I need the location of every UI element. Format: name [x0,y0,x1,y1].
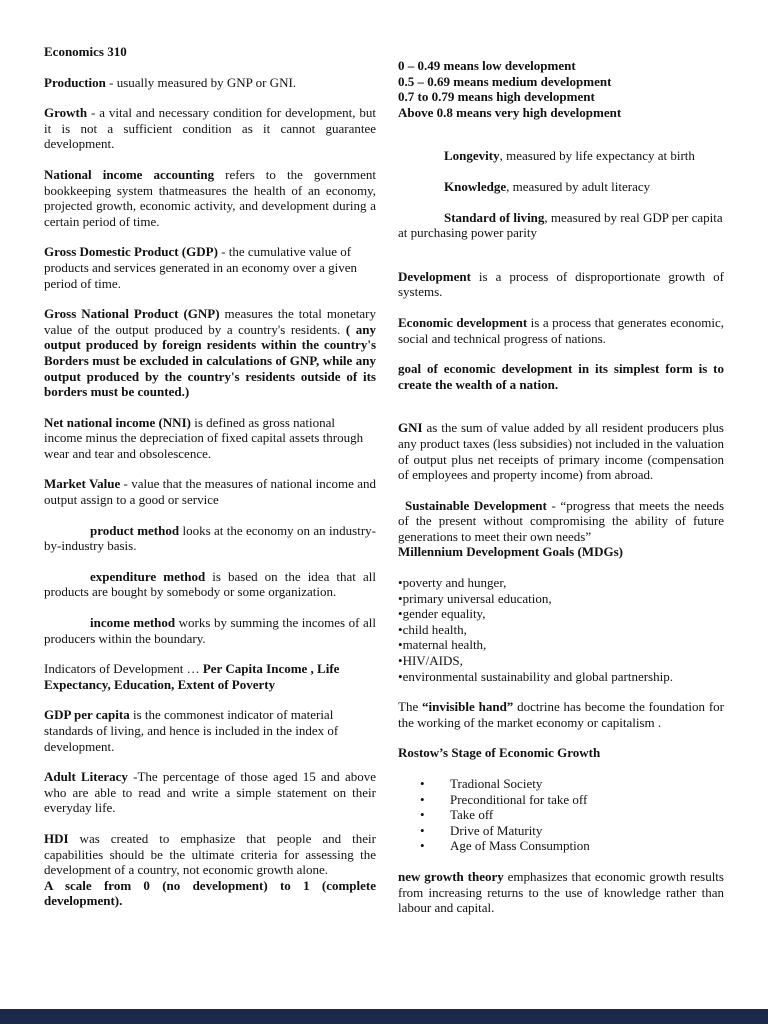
para-adult-literacy: Adult Literacy -The percentage of those aged 15 and above who are able to read and write a simple statement on their everyday life. [44,769,376,816]
para-new-growth-theory: new growth theory emphasizes that economic growth results from increasing returns to the use of knowledge rather than labour and capital. [398,868,724,916]
para-nni: Net national income (NNI) is defined as gross national income minus the depreciation of fixed capital assets through wear and tear and obsolescence. [44,414,364,461]
mdg-bullet-education: • primary universal education, [398,591,724,607]
para-gdp: Gross Domestic Product (GDP) - the cumulative value of products and services generated in an economy over a given period of time. [44,244,357,291]
rostow-item-preconditional: • Preconditional for take off [398,792,724,808]
para-market-value: Market Value - value that the measures of national income and output assign to a good or service [44,476,376,508]
rostow-item-take-off: • Take off [398,807,724,823]
para-invisible-hand: The “invisible hand” doctrine has become the foundation for the working of the market economy or capitalism . [398,699,724,730]
para-hdi: HDI was created to emphasize that people and their capabilities should be the ultimate criteria for assessing the development of a country, not economic growth alone. [44,830,376,878]
hdi-range-very-high: Above 0.8 means very high development [398,104,622,120]
para-product-method: product method looks at the economy on an industry-by-industry basis. [44,522,376,554]
para-income-method: income method works by summing the incomes of all producers within the boundary. [44,615,376,646]
para-knowledge: Knowledge, measured by adult literacy [444,178,651,194]
para-gdp-per-capita: GDP per capita is the commonest indicator of material standards of living, and hence is included in the index of development. [44,707,339,754]
para-hdi-scale: A scale from 0 (no development) to 1 (complete development). [44,877,376,909]
mdg-bullet-child-health: • child health, [398,622,724,638]
para-gnp: Gross National Product (GNP) measures the total monetary value of the output produced by a country's residents. ( any output produced by foreign residents within the country's Borders must be excluded in calculations of GNP, while any output produced by the country's residents outside of its borders must be counted.) [44,306,376,400]
para-standard-of-living: Standard of living, measured by real GDP per capita at purchasing power parity [398,209,723,241]
para-goal: goal of economic development in its simplest form is to create the wealth of a nation. [398,361,724,392]
left-column [44,44,376,924]
footer-bar [0,1009,768,1024]
para-gni: GNI as the sum of value added by all resident producers plus any product taxes (less subsidies) not included in the valuation of output plus net receipts of primary income (compensation of employees and property income) from abroad. [398,420,725,483]
mdg-bullet-hiv-aids: • HIV/AIDS, [398,653,724,669]
right-column [398,58,724,931]
para-national-income-accounting: National income accounting refers to the government bookkeeping system thatmeasures the health of an economy, projected growth, economic activity, and development during a certain period of time. [44,166,376,229]
hdi-range-low: 0 – 0.49 means low development [398,58,576,73]
para-expenditure-method: expenditure method is based on the idea that all products are bought by somebody or some organization. [44,568,376,600]
para-development: Development is a process of disproportionate growth of systems. [398,268,724,300]
heading-rostow: Rostow’s Stage of Economic Growth [398,745,601,761]
rostow-item-drive-maturity: • Drive of Maturity [398,823,724,839]
para-indicators: Indicators of Development … Per Capita Income , Life Expectancy, Education, Extent of Poverty [44,661,340,692]
para-longevity: Longevity, measured by life expectancy at birth [444,148,695,164]
hdi-range-medium: 0.5 – 0.69 means medium development [398,73,612,89]
para-production: Production - usually measured by GNP or GNI. [44,74,297,90]
para-economic-development: Economic development is a process that generates economic, social and technical progress of nations. [398,314,724,346]
para-growth: Growth - a vital and necessary condition for development, but it is not a sufficient condition as it cannot guarantee development. [44,105,376,152]
para-sustainable-development: Sustainable Development - “progress that meets the needs of the present without compromising the ability of future generations to meet their own needs” [398,497,724,544]
rostow-item-mass-consumption: • Age of Mass Consumption [398,838,724,854]
hdi-range-high: 0.7 to 0.79 means high development [398,89,595,105]
heading-mdg: Millennium Development Goals (MDGs) [398,544,623,560]
doc-title: Economics 310 [44,44,127,59]
rostow-item-tradional: • Tradional Society [398,776,724,792]
mdg-bullet-maternal-health: • maternal health, [398,637,724,653]
mdg-bullet-poverty: • poverty and hunger, [398,575,724,591]
mdg-bullet-gender: • gender equality, [398,606,724,622]
mdg-bullet-environment: • environmental sustainability and global partnership. [398,669,724,685]
